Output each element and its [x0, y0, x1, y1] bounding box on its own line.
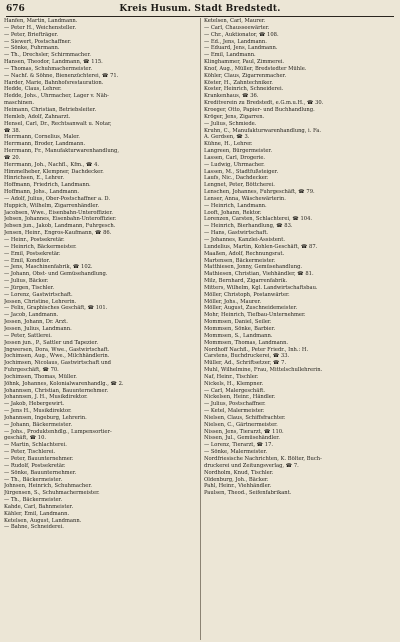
directory-entry: — Jakob, Hebergewirt.	[4, 401, 65, 408]
directory-entry: — Peter, Bauunternehmer.	[4, 456, 74, 462]
directory-entry: — Ludwig, Uhrmacher.	[204, 161, 265, 168]
directory-entry: Kühne, H., Lehrer.	[204, 141, 253, 148]
directory-entry: Matthiesen, Jonny, Gemüsehandlung.	[204, 264, 303, 271]
directory-entry: — Julius, Schmiede.	[204, 120, 257, 127]
directory-entry: — Jens, Maschinenfabrik, ☎ 102.	[4, 264, 93, 271]
directory-entry: — Eduard, Jens, Landmann.	[204, 45, 278, 52]
directory-entry: — Rudolf, Postsekretär.	[4, 462, 66, 469]
directory-entry: Köhler, Claus, Zigarrenmacher.	[204, 72, 287, 79]
directory-entry: Müller, Ad., Schriftsetzer, ☎ 7.	[204, 360, 287, 367]
directory-entry: Lengnet, Peter, Böttcherei.	[204, 182, 275, 189]
right-column	[204, 18, 396, 640]
directory-entry: Nissen, Jens, Tierarzt, ☎ 110.	[204, 428, 284, 435]
directory-entry: Jochimsen, Nicolaus, Gastwirtschaft und	[4, 360, 111, 367]
directory-entry: — Lorenz, Gastwirtschaft.	[4, 291, 73, 298]
directory-entry: — Heinrich, Landmann.	[204, 202, 267, 209]
directory-entry: Jebsen, Johannes, Eisenbahn-Unteroffizier.	[4, 216, 117, 223]
directory-entry: — Siewert, Postschaffner.	[4, 38, 72, 45]
directory-entry: ☎ 20.	[4, 154, 21, 161]
directory-columns	[4, 18, 396, 640]
directory-entry: Naf, Heinr., Tischler.	[204, 373, 259, 380]
directory-entry: Möller, Christoph, Postanwärter.	[204, 291, 290, 298]
directory-entry: — Jürgen, Tischler.	[4, 284, 55, 291]
directory-entry: Nielsen, Claus, Schiffsfrachter.	[204, 414, 286, 421]
directory-entry: Herrmann, Cornelius, Maler.	[4, 134, 80, 141]
directory-entry: Johnsen, Heinrich, Schuhmacher.	[4, 483, 92, 490]
directory-entry: Lenschen, Johannes, Fuhrgeschäft, ☎ 79.	[204, 189, 315, 196]
directory-entry: — Emil, Landmann.	[204, 52, 256, 59]
directory-entry: Kähler, Emil, Landmann.	[4, 510, 70, 517]
directory-entry: Jochimsen, Thomas, Müller.	[4, 373, 77, 380]
directory-entry: Ketelsen, Carl, Maurer.	[204, 18, 266, 24]
directory-entry: — Heinrich, Bierhandlung, ☎ 83.	[204, 223, 293, 230]
directory-entry: Jngwersen, Dora, Wwe., Gastwirtschaft.	[4, 346, 110, 353]
directory-entry: — Heinr., Postsekretär.	[4, 237, 65, 243]
directory-entry: Hoffmann, Johs., Landmann.	[4, 189, 80, 196]
directory-entry: Johannsen, Christian, Bauunternehmer.	[4, 387, 109, 394]
directory-entry: — Carl, Chausseewärter.	[204, 24, 270, 31]
directory-entry: — Th., Bäckermeister.	[4, 476, 63, 483]
directory-entry: — Peter, Briefträger.	[4, 31, 59, 38]
directory-entry: Martensen, Bäckermeister.	[204, 257, 276, 264]
directory-entry: Harder, Marie, Bahnhofsrestauration.	[4, 79, 104, 86]
directory-entry: — Sönke, Bauunternehmer.	[4, 469, 77, 476]
directory-entry: Jessen, Christine, Lehrerin.	[4, 298, 77, 305]
directory-entry: — Julius, Bäcker.	[4, 278, 49, 285]
directory-entry: — Felix, Graphisches Geschäft, ☎ 101.	[4, 305, 108, 312]
directory-entry: — Johann, Obst- und Gemüsehandlung.	[4, 271, 108, 278]
directory-entry: Mohr, Heinrich, Tiefbau-Unternehmer.	[204, 312, 306, 319]
directory-entry: — Thomas, Schuhmachermeister.	[4, 65, 93, 72]
directory-entry: Klinghammer, Paul, Zimmerei.	[204, 59, 285, 66]
directory-entry: Hansen, Theodor, Landmann, ☎ 115.	[4, 59, 103, 66]
directory-entry: A. Gerdsen, ☎ 3.	[204, 134, 250, 141]
directory-entry: Nordfriesische Nachrichten, K. Bölter, Buch-	[204, 456, 322, 462]
directory-entry: Mommsen, Daniel, Seiler.	[204, 319, 272, 326]
directory-entry: Lorenzen, Carsten, Schlachterei, ☎ 104.	[204, 216, 313, 223]
directory-entry: Himmelheber, Klempner, Dachdecker.	[4, 168, 104, 175]
directory-entry: Köster, H., Zahntechniker.	[204, 79, 273, 86]
directory-entry: Lundelius, Martin, Kohlen-Geschäft, ☎ 87.	[204, 243, 318, 250]
directory-entry: — Emil, Postsekretär.	[4, 250, 61, 257]
directory-entry: Nordholm, Knud, Tischler.	[204, 469, 274, 476]
directory-entry: Krankenhaus, ☎ 36.	[204, 93, 259, 100]
directory-entry: Kreditverein zu Bredstedt, e.G.m.u.H., ☎ 30.	[204, 100, 324, 107]
directory-entry: Hedde, Johs., Uhrmacher, Lager v. Näh-	[4, 93, 109, 100]
directory-entry: Kroeger, Otto, Papier- und Buchhandlung.	[204, 106, 315, 113]
directory-entry: Laufs, Nic., Dachdecker.	[204, 175, 269, 182]
directory-entry: — Heinrich, Bäckermeister.	[4, 243, 77, 250]
directory-entry: Ketelsen, August, Landmann.	[4, 517, 82, 524]
directory-entry: geschäft, ☎ 10.	[4, 435, 47, 442]
header-rule	[6, 16, 394, 17]
directory-entry: Jessen, Julius, Landmann.	[4, 325, 72, 332]
directory-entry: Fuhrgeschäft, ☎ 70.	[4, 367, 59, 374]
directory-entry: — Emil, Konditor.	[4, 257, 51, 264]
left-column	[4, 18, 196, 640]
directory-entry: Langreen, Bürgermeister.	[204, 148, 272, 155]
directory-entry: Hoffmann, Friedrich, Landmann.	[4, 182, 91, 189]
directory-entry: Lassen, M., Stadtfußsteiger.	[204, 168, 279, 175]
directory-entry: Nissen, Jul., Gemüsehändler.	[204, 435, 280, 442]
page-title: Kreis Husum. Stadt Bredstedt.	[119, 4, 281, 14]
directory-entry: Paulsen, Theod., Seifenfabrikant.	[204, 490, 292, 497]
directory-entry: druckerei und Zeitungsverlag, ☎ 7.	[204, 462, 299, 469]
directory-entry: — Peter, Sattlerei.	[4, 332, 52, 339]
directory-entry: Knof, Aug., Müller, Bredstedter Mühle.	[204, 65, 307, 72]
directory-entry: Jöhnk, Johannes, Kolonialwarenhandlg., ☎ 2.	[4, 380, 124, 387]
directory-entry: Mathiesen, Christian, Viehhändler, ☎ 81.	[204, 271, 314, 278]
directory-entry: Kröger, Jens, Zigarren.	[204, 113, 265, 120]
directory-entry: Möller, August, Zuschneidemeister.	[204, 305, 298, 312]
directory-entry: Mommsen, S., Landmann.	[204, 332, 273, 339]
directory-entry: — Jacob, Landmann.	[4, 312, 59, 319]
directory-entry: Mommsen, Sönke, Barbier.	[204, 325, 276, 332]
directory-entry: Hinrichsen, E., Lehrer.	[4, 175, 64, 182]
directory-entry: Nickels, H., Klempner.	[204, 380, 264, 387]
directory-entry: ☎ 38.	[4, 127, 21, 134]
directory-entry: — Chr., Auktionator, ☎ 108.	[204, 31, 279, 38]
directory-entry: Pahl, Heinr., Viehhändler.	[204, 483, 272, 490]
directory-entry: — Ketel, Malermeister.	[204, 408, 265, 415]
directory-entry: Heimann, Christian, Betriebsleiter.	[4, 106, 97, 113]
directory-entry: — Sönke, Malermeister.	[204, 449, 268, 456]
directory-entry: Carstens, Buchdruckerei, ☎ 33.	[204, 353, 290, 360]
directory-entry: Oldenburg, Joh., Bäcker.	[204, 476, 269, 483]
directory-entry: Huppich, Wilhelm, Zigarrenhändler.	[4, 202, 99, 209]
directory-entry: Nielsen, C., Gärtnermeister.	[204, 421, 278, 428]
directory-entry: — Julius, Postschaffner.	[204, 401, 266, 408]
directory-entry: Koster, Heinrich, Schneiderei.	[204, 86, 284, 93]
directory-entry: Hanfen, Martin, Landmann.	[4, 18, 78, 24]
directory-entry: Mommsen, Thomas, Landmann.	[204, 339, 289, 346]
directory-entry: Kruhn, C., Manufakturwarenhandlung, i. Fa.	[204, 127, 321, 134]
directory-entry: — Nachf. & Söhne, Bienenzüchterei, ☎ 71.	[4, 72, 119, 79]
directory-entry: — Th., Bäckermeister.	[4, 497, 63, 504]
directory-entry: Johannsen, Ingeburg, Lehrerin.	[4, 414, 87, 421]
directory-entry: — Hans, Gastwirtschaft.	[204, 230, 269, 237]
directory-entry: — Peter, Tischlerei.	[4, 449, 56, 456]
directory-entry: — Jens H., Musikdirektor.	[4, 408, 72, 415]
directory-entry: Nickelsen, Heinr., Händler.	[204, 394, 276, 401]
directory-entry: — Peter H., Weichensteller.	[4, 24, 76, 31]
directory-entry: maschinen.	[4, 100, 34, 107]
directory-entry: Milz, Bernhard, Zigarrenfabrik.	[204, 278, 288, 285]
page-header	[6, 3, 394, 15]
directory-entry: — Carl, Malergeschäft.	[204, 387, 265, 394]
column-divider	[200, 18, 201, 640]
directory-entry: Herrmann, Broder, Landmann.	[4, 141, 86, 148]
directory-entry: Möller, Johs., Maurer.	[204, 298, 262, 305]
directory-entry: Lassen, Carl, Drogerie.	[204, 154, 266, 161]
directory-entry: — Sönke, Fuhrmann.	[4, 45, 60, 52]
directory-entry: — Johannes, Kanzlei-Assistent.	[204, 237, 285, 243]
directory-entry: Lenser, Anna, Wäschewärterin.	[204, 195, 286, 202]
directory-entry: Jacobsen, Wwe., Eisenbahn-Unteroffizier.	[4, 209, 113, 216]
directory-entry: — Lorenz, Tierarzt, ☎ 17.	[204, 442, 274, 449]
directory-entry: Hensel, Carl, Dr., Rechtsanwalt u. Notar,	[4, 120, 112, 127]
directory-entry: Nordhoff Nachfl., Peter Friedr., Inh.: H.	[204, 346, 309, 353]
directory-entry: — Th., Drechsler, Schirmmacher.	[4, 52, 91, 59]
directory-entry: Jürgensen, S., Schuhmachermeister.	[4, 490, 100, 497]
directory-entry: — Johs., Produktenhdlg., Lumpensortier-	[4, 428, 112, 435]
directory-entry: Muhl, Wilhelmine, Frau, Mittelschullehrerin.	[204, 367, 323, 374]
directory-entry: — Johann, Bäckermeister.	[4, 421, 72, 428]
directory-entry: — Ed., Jens, Landmann.	[204, 38, 267, 45]
directory-entry: — Adolf, Julius, Ober-Postschaffner a. D.	[4, 195, 111, 202]
directory-entry: Jessen jun., P., Sattler und Tapezier.	[4, 339, 99, 346]
directory-entry: Jessen, Johann, Dr. Arzt.	[4, 319, 68, 326]
directory-entry: Maaßen, Adolf, Rechnungsrat.	[204, 250, 285, 257]
directory-entry: — Bahne, Schneiderei.	[4, 524, 64, 531]
directory-entry: Herrmann, Joh., Nachfl., Kfm., ☎ 4.	[4, 161, 100, 168]
directory-entry: Herrmann, Fr., Manufakturwarenhandlung,	[4, 148, 119, 155]
directory-entry: Hemleb, Adolf, Zahnarzt.	[4, 113, 71, 120]
directory-entry: Kahde, Carl, Bahnmeister.	[4, 503, 74, 510]
directory-entry: Looft, Johann, Rektor.	[204, 209, 262, 216]
directory-entry: Jensen, Heinr., Engros-Kaufmann, ☎ 86.	[4, 230, 112, 237]
directory-entry: Hedde, Claus, Lehrer.	[4, 86, 62, 93]
directory-entry: Jochimsen, Aug., Wwe., Milchhändlerin.	[4, 353, 110, 360]
directory-entry: — Martin, Schlachterei.	[4, 442, 67, 449]
directory-entry: Johannsen, J. H., Musikdirektor.	[4, 394, 88, 401]
page-number: 676	[6, 4, 25, 14]
directory-entry: Mitters, Wilhelm, Kgl. Landwirtschaftsbau.	[204, 284, 318, 291]
directory-entry: Jebsen jun., Jakob, Landmann, Fuhrgesch.	[4, 223, 116, 230]
